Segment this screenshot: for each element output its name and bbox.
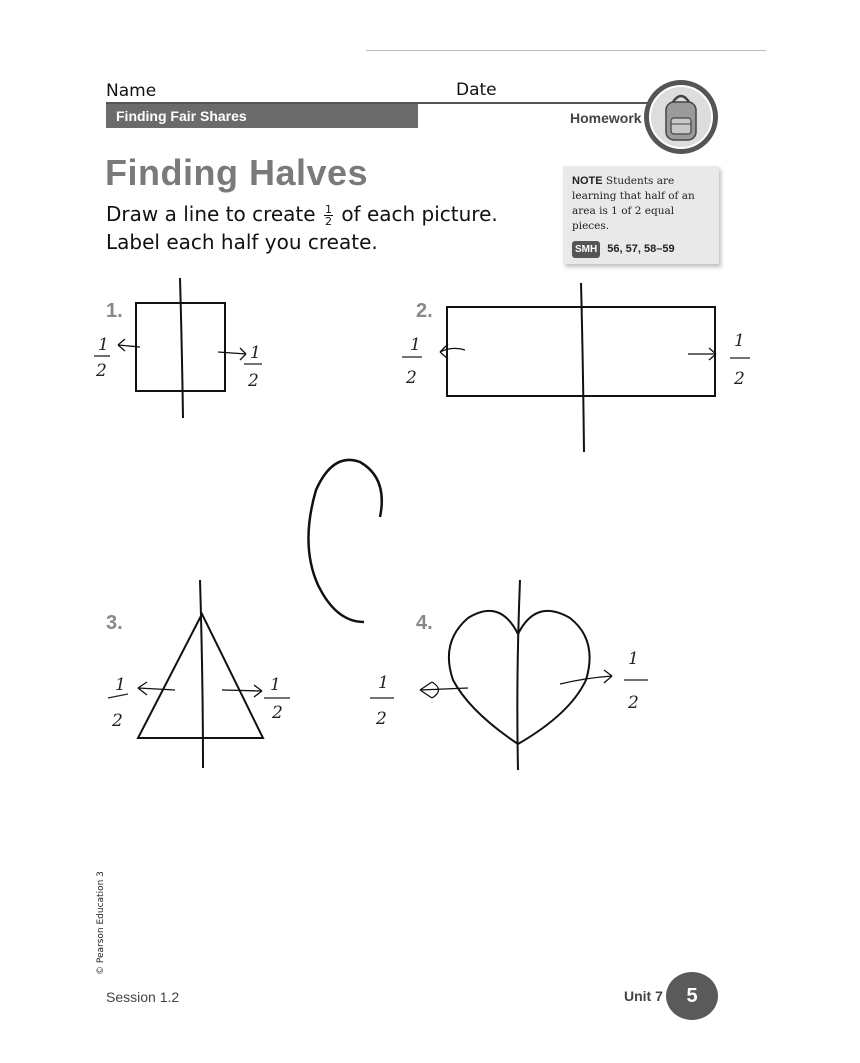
rectangle-left-arrow xyxy=(440,344,465,359)
label-4-right-num: 1 xyxy=(628,649,639,669)
label-1-right-den: 2 xyxy=(248,371,259,391)
triangle-divider-line xyxy=(200,580,203,768)
heart-left-arrow xyxy=(420,682,468,698)
square-right-arrow xyxy=(218,348,246,360)
name-label: Name xyxy=(106,81,157,101)
label-2-right-den: 2 xyxy=(734,369,745,389)
unit-label: Unit 7 xyxy=(624,988,663,1004)
session-label: Session 1.2 xyxy=(106,989,180,1005)
smh-badge: SMH xyxy=(572,241,600,258)
instruction-text-after: of each picture. xyxy=(341,202,498,226)
label-1-right-num: 1 xyxy=(250,343,261,363)
page-number-badge: 5 xyxy=(666,972,718,1020)
c-scribble xyxy=(308,460,381,622)
copyright-notice: © Pearson Education 3 xyxy=(96,871,106,975)
smh-pages: 56, 57, 58–59 xyxy=(607,243,675,255)
square-divider-line xyxy=(180,278,183,418)
triangle-left-arrow xyxy=(138,682,175,695)
heart-divider-line xyxy=(517,580,520,770)
instruction-line-2: Label each half you create. xyxy=(106,230,378,254)
fraction-denominator: 2 xyxy=(324,215,332,228)
label-2-right-num: 1 xyxy=(734,331,745,351)
label-3-right-num: 1 xyxy=(270,675,281,695)
label-3-right-den: 2 xyxy=(272,703,283,723)
label-4-left-num: 1 xyxy=(378,673,389,693)
problem-4-number: 4. xyxy=(416,612,433,634)
note-text: Students are learning that half of an area is 1 of 2 equal pieces. xyxy=(572,175,695,232)
instruction-text-before: Draw a line to create xyxy=(106,202,316,226)
label-4-left-den: 2 xyxy=(376,709,387,729)
problem-3-number: 3. xyxy=(106,612,123,634)
label-2-left-den: 2 xyxy=(406,368,417,388)
problem-2-number: 2. xyxy=(416,300,433,322)
label-1-left-num: 1 xyxy=(98,335,109,355)
fraction-numerator: 1 xyxy=(324,203,332,216)
rectangle-divider-line xyxy=(581,283,584,452)
rectangle-right-arrow xyxy=(688,348,716,360)
label-3-left-den: 2 xyxy=(112,711,123,731)
date-label: Date xyxy=(456,80,497,100)
note-title: NOTE xyxy=(572,175,603,187)
label-3-left-num: 1 xyxy=(115,675,126,695)
section-tag: Finding Fair Shares xyxy=(106,104,418,128)
problem-1-number: 1. xyxy=(106,300,123,322)
label-2-left-num: 1 xyxy=(410,335,421,355)
label-1-left-den: 2 xyxy=(96,361,107,381)
page-title: Finding Halves xyxy=(105,152,369,193)
label-4-right-den: 2 xyxy=(628,693,639,713)
homework-label: Homework xyxy=(570,110,642,126)
